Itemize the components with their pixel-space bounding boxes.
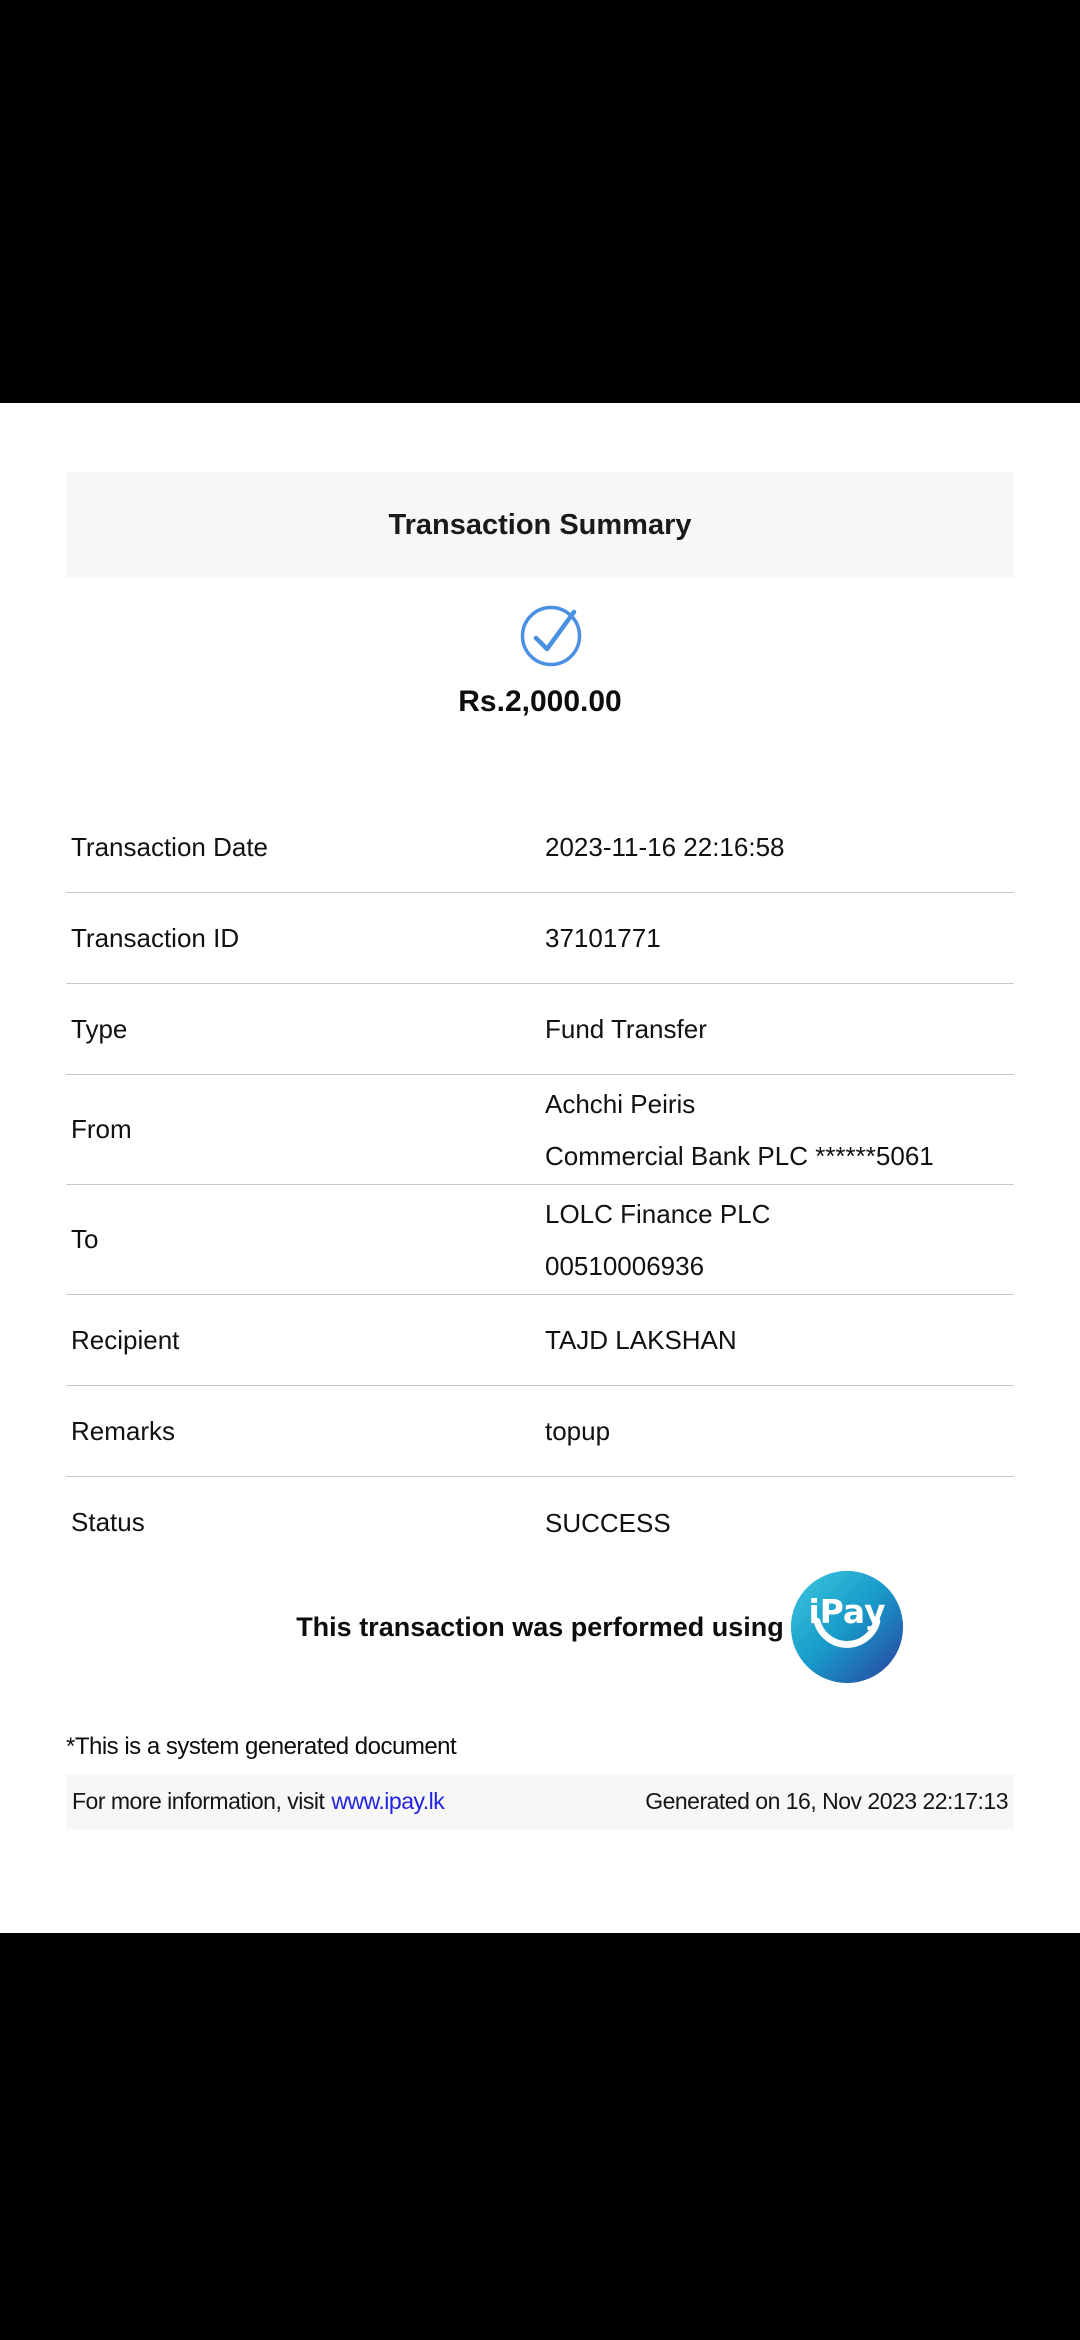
detail-row — [66, 1185, 1014, 1295]
receipt-document — [66, 472, 1014, 1829]
detail-value-line: 00510006936 — [545, 1250, 705, 1281]
page-title: Transaction Summary — [388, 508, 692, 541]
detail-value — [545, 1314, 1009, 1366]
footer-bar — [66, 1774, 1014, 1829]
performed-using-section — [66, 1568, 1014, 1686]
detail-value — [545, 912, 1009, 964]
detail-label: Transaction Date — [71, 831, 269, 862]
detail-value — [545, 821, 1009, 873]
detail-value-line: SUCCESS — [545, 1507, 671, 1538]
transaction-amount: Rs.2,000.00 — [458, 685, 622, 718]
footer-info-text: For more information, visit — [72, 1788, 325, 1814]
generated-timestamp: Generated on 16, Nov 2023 22:17:13 — [645, 1788, 1008, 1814]
detail-value-line: Achchi Peiris — [545, 1088, 696, 1119]
detail-value — [545, 1497, 1009, 1549]
detail-row — [66, 1477, 1014, 1568]
detail-value-line: 2023-11-16 22:16:58 — [545, 832, 785, 862]
detail-row — [66, 802, 1014, 893]
detail-row — [66, 893, 1014, 984]
detail-value — [545, 1003, 1009, 1055]
detail-label: Type — [71, 1013, 128, 1044]
detail-label: Status — [71, 1507, 145, 1537]
performed-using-text: This transaction was performed using — [296, 1612, 784, 1642]
detail-value-line: LOLC Finance PLC — [545, 1198, 771, 1229]
detail-row — [66, 1075, 1014, 1185]
detail-value-line: Fund Transfer — [545, 1014, 707, 1044]
receipt-page — [0, 403, 1080, 1933]
detail-label: Remarks — [71, 1415, 176, 1446]
detail-value-line: 37101771 — [545, 923, 661, 953]
detail-value — [545, 1405, 1009, 1457]
details-table — [66, 802, 1014, 1568]
detail-label: To — [71, 1224, 99, 1254]
detail-label: Recipient — [71, 1324, 180, 1355]
check-circle-icon — [515, 596, 591, 672]
ipay-logo — [789, 1569, 905, 1685]
detail-value — [545, 1188, 1009, 1292]
detail-row — [66, 1295, 1014, 1386]
detail-value-line: Commercial Bank PLC ******5061 — [545, 1140, 934, 1171]
detail-label: From — [71, 1114, 132, 1144]
footer-info — [72, 1788, 444, 1815]
detail-label: Transaction ID — [71, 922, 240, 953]
ipay-link[interactable]: www.ipay.lk — [331, 1788, 445, 1814]
detail-value-line: TAJD LAKSHAN — [545, 1325, 737, 1355]
ipay-logo-text: iPay — [808, 1592, 886, 1632]
title-bar — [66, 472, 1014, 578]
detail-value-line: topup — [545, 1416, 611, 1446]
detail-row — [66, 1386, 1014, 1477]
detail-row — [66, 984, 1014, 1075]
detail-value — [545, 1078, 1009, 1182]
success-check-icon — [66, 596, 1014, 672]
system-generated-note: *This is a system generated document — [66, 1733, 457, 1760]
